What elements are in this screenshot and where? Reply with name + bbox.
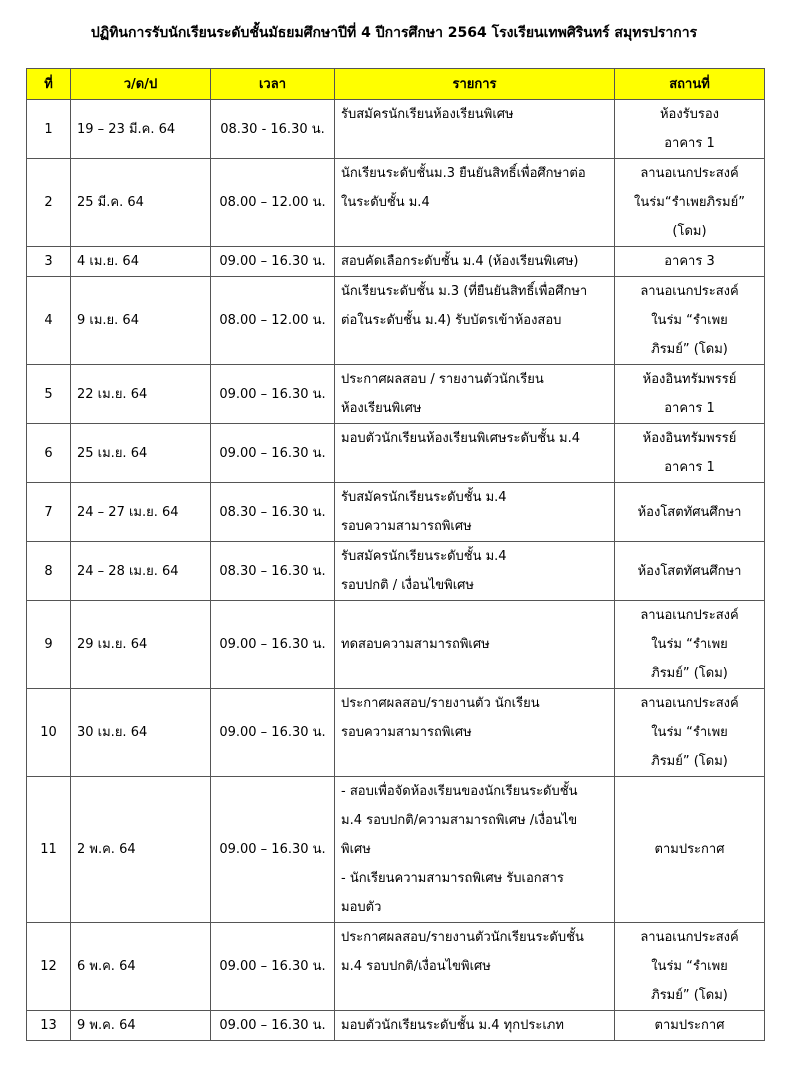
row-item <box>335 100 615 159</box>
row-time: 09.00 – 16.30 น. <box>211 365 335 424</box>
row-date: 24 – 28 เม.ย. 64 <box>71 542 211 601</box>
row-place-line: ห้องรับรอง <box>659 107 720 122</box>
row-place-line: อาคาร 1 <box>664 401 715 416</box>
row-item-line: ต่อในระดับชั้น ม.4) รับบัตรเข้าห้องสอบ <box>341 313 562 328</box>
row-place-line: อาคาร 3 <box>664 254 715 269</box>
row-time: 09.00 – 16.30 น. <box>211 1011 335 1041</box>
header-item: รายการ <box>335 69 615 100</box>
row-item-line: พิเศษ <box>341 842 371 857</box>
row-time: 08.30 – 16.30 น. <box>211 483 335 542</box>
row-place-line: ห้องโสตทัศนศึกษา <box>637 563 742 579</box>
row-item-line: มอบตัว <box>341 900 382 915</box>
row-place <box>615 100 765 159</box>
schedule-table <box>26 68 765 1041</box>
row-item <box>335 542 615 601</box>
row-place <box>615 247 765 277</box>
row-item <box>335 923 615 1011</box>
row-place-line: ลานอเนกประสงค์ <box>640 166 739 181</box>
row-time: 08.00 – 12.00 น. <box>211 277 335 365</box>
row-time: 09.00 – 16.30 น. <box>211 689 335 777</box>
row-place-line: ภิรมย์” (โดม) <box>651 754 728 769</box>
row-place <box>615 542 765 601</box>
row-number: 4 <box>27 277 71 365</box>
row-item-line: ประกาศผลสอบ/รายงานตัวนักเรียนระดับชั้น <box>341 930 584 945</box>
row-item <box>335 1011 615 1041</box>
row-place-line: ภิรมย์” (โดม) <box>651 342 728 357</box>
row-place-line: ห้องอินทรัมพรรย์ <box>642 431 737 446</box>
row-time: 09.00 – 16.30 น. <box>211 777 335 923</box>
row-date: 2 พ.ค. 64 <box>71 777 211 923</box>
header-row <box>27 69 765 100</box>
row-place-line: ห้องโสตทัศนศึกษา <box>637 504 742 520</box>
row-item-line <box>341 217 608 246</box>
row-item-line: สอบคัดเลือกระดับชั้น ม.4 (ห้องเรียนพิเศษ) <box>341 254 579 269</box>
row-item <box>335 365 615 424</box>
row-date: 4 เม.ย. 64 <box>71 247 211 277</box>
row-item-line: รอบความสามารถพิเศษ <box>341 725 472 740</box>
row-place-line: ตามประกาศ <box>654 842 725 857</box>
row-date: 6 พ.ค. 64 <box>71 923 211 1011</box>
row-place-line: ในร่ม “รำเพย <box>651 959 728 974</box>
row-place-line: ในร่ม “รำเพย <box>651 725 728 740</box>
row-number: 1 <box>27 100 71 159</box>
row-number: 2 <box>27 159 71 247</box>
row-time: 09.00 – 16.30 น. <box>211 601 335 689</box>
table-row <box>27 277 765 365</box>
row-place-line: ลานอเนกประสงค์ <box>640 608 739 623</box>
row-place-line: ภิรมย์” (โดม) <box>651 666 728 681</box>
row-item-line: นักเรียนระดับชั้นม.3 ยืนยันสิทธิ์เพื่อศึกษาต่อ <box>341 166 586 181</box>
row-item-line <box>341 129 608 158</box>
row-item-line: - สอบเพื่อจัดห้องเรียนของนักเรียนระดับชั้น <box>341 784 578 799</box>
row-place <box>615 159 765 247</box>
table-row <box>27 601 765 689</box>
row-place <box>615 923 765 1011</box>
row-item <box>335 424 615 483</box>
row-item-line: ม.4 รอบปกติ/เงื่อนไขพิเศษ <box>341 959 491 974</box>
row-item-line: ประกาศผลสอบ/รายงานตัว นักเรียน <box>341 696 540 711</box>
row-item-line <box>341 981 608 1010</box>
row-date: 25 มี.ค. 64 <box>71 159 211 247</box>
row-item <box>335 277 615 365</box>
row-place <box>615 777 765 923</box>
row-item-line <box>341 747 608 776</box>
row-item-line: ห้องเรียนพิเศษ <box>341 401 422 416</box>
row-place-line: (โดม) <box>672 224 707 239</box>
row-place <box>615 277 765 365</box>
row-number: 13 <box>27 1011 71 1041</box>
row-item <box>335 689 615 777</box>
table-row <box>27 689 765 777</box>
row-date: 29 เม.ย. 64 <box>71 601 211 689</box>
row-place <box>615 601 765 689</box>
row-item-line: - นักเรียนความสามารถพิเศษ รับเอกสาร <box>341 871 564 886</box>
table-row <box>27 1011 765 1041</box>
row-date: 30 เม.ย. 64 <box>71 689 211 777</box>
table-row <box>27 777 765 923</box>
row-item-line: รับสมัครนักเรียนห้องเรียนพิเศษ <box>341 107 514 122</box>
row-date: 19 – 23 มี.ค. 64 <box>71 100 211 159</box>
row-place <box>615 424 765 483</box>
row-number: 6 <box>27 424 71 483</box>
table-row <box>27 247 765 277</box>
row-item <box>335 601 615 689</box>
row-number: 3 <box>27 247 71 277</box>
row-number: 12 <box>27 923 71 1011</box>
row-place-line: ห้องอินทรัมพรรย์ <box>642 372 737 387</box>
row-number: 8 <box>27 542 71 601</box>
row-number: 9 <box>27 601 71 689</box>
table-row <box>27 159 765 247</box>
row-place <box>615 689 765 777</box>
row-date: 9 พ.ค. 64 <box>71 1011 211 1041</box>
row-number: 5 <box>27 365 71 424</box>
row-place-line: ลานอเนกประสงค์ <box>640 284 739 299</box>
row-number: 10 <box>27 689 71 777</box>
row-item-line: รับสมัครนักเรียนระดับชั้น ม.4 <box>341 490 507 505</box>
table-row <box>27 100 765 159</box>
header-place: สถานที่ <box>615 69 765 100</box>
row-date: 22 เม.ย. 64 <box>71 365 211 424</box>
row-time: 08.00 – 12.00 น. <box>211 159 335 247</box>
row-place-line: ลานอเนกประสงค์ <box>640 696 739 711</box>
row-date: 9 เม.ย. 64 <box>71 277 211 365</box>
row-item-line <box>341 453 608 482</box>
table-row <box>27 365 765 424</box>
row-number: 11 <box>27 777 71 923</box>
row-time: 09.00 – 16.30 น. <box>211 247 335 277</box>
row-place-line: ในร่ม“รำเพยภิรมย์” <box>634 195 745 210</box>
table-row <box>27 542 765 601</box>
page-title: ปฏิทินการรับนักเรียนระดับชั้นมัธยมศึกษาปีที่ 4 ปีการศึกษา 2564 โรงเรียนเทพศิรินทร์ สมุทรปราการ <box>90 25 698 41</box>
row-item <box>335 777 615 923</box>
row-place-line: ตามประกาศ <box>654 1018 725 1033</box>
row-date: 24 – 27 เม.ย. 64 <box>71 483 211 542</box>
table-row <box>27 483 765 542</box>
row-place-line: อาคาร 1 <box>664 460 715 475</box>
row-time: 09.00 – 16.30 น. <box>211 923 335 1011</box>
row-time: 08.30 – 16.30 น. <box>211 542 335 601</box>
row-item-line: มอบตัวนักเรียนระดับชั้น ม.4 ทุกประเภท <box>341 1018 564 1033</box>
row-place-line: ลานอเนกประสงค์ <box>640 930 739 945</box>
table-row <box>27 424 765 483</box>
row-number: 7 <box>27 483 71 542</box>
row-item <box>335 159 615 247</box>
row-date: 25 เม.ย. 64 <box>71 424 211 483</box>
row-item <box>335 483 615 542</box>
table-row <box>27 923 765 1011</box>
row-place-line: อาคาร 1 <box>664 136 715 151</box>
row-item-line: มอบตัวนักเรียนห้องเรียนพิเศษระดับชั้น ม.4 <box>341 431 581 446</box>
row-place-line: ภิรมย์” (โดม) <box>651 988 728 1003</box>
row-time: 08.30 - 16.30 น. <box>211 100 335 159</box>
header-no: ที่ <box>27 69 71 100</box>
row-item-line: รอบปกติ / เงื่อนไขพิเศษ <box>341 578 474 593</box>
row-place <box>615 365 765 424</box>
row-item-line: นักเรียนระดับชั้น ม.3 (ที่ยืนยันสิทธิ์เพื่อศึกษา <box>341 284 588 299</box>
row-time: 09.00 – 16.30 น. <box>211 424 335 483</box>
row-item-line: ทดสอบความสามารถพิเศษ <box>341 637 490 652</box>
row-item-line: รับสมัครนักเรียนระดับชั้น ม.4 <box>341 549 507 564</box>
header-date: ว/ด/ป <box>71 69 211 100</box>
row-item <box>335 247 615 277</box>
row-place-line: ในร่ม “รำเพย <box>651 313 728 328</box>
row-item-line: ในระดับชั้น ม.4 <box>341 195 430 210</box>
row-item-line: รอบความสามารถพิเศษ <box>341 519 472 534</box>
row-place <box>615 1011 765 1041</box>
header-time: เวลา <box>211 69 335 100</box>
row-place <box>615 483 765 542</box>
row-item-line: ประกาศผลสอบ / รายงานตัวนักเรียน <box>341 372 544 387</box>
row-place-line: ในร่ม “รำเพย <box>651 637 728 652</box>
row-item-line: ม.4 รอบปกติ/ความสามารถพิเศษ /เงื่อนไข <box>341 813 578 828</box>
row-item-line <box>341 335 608 364</box>
